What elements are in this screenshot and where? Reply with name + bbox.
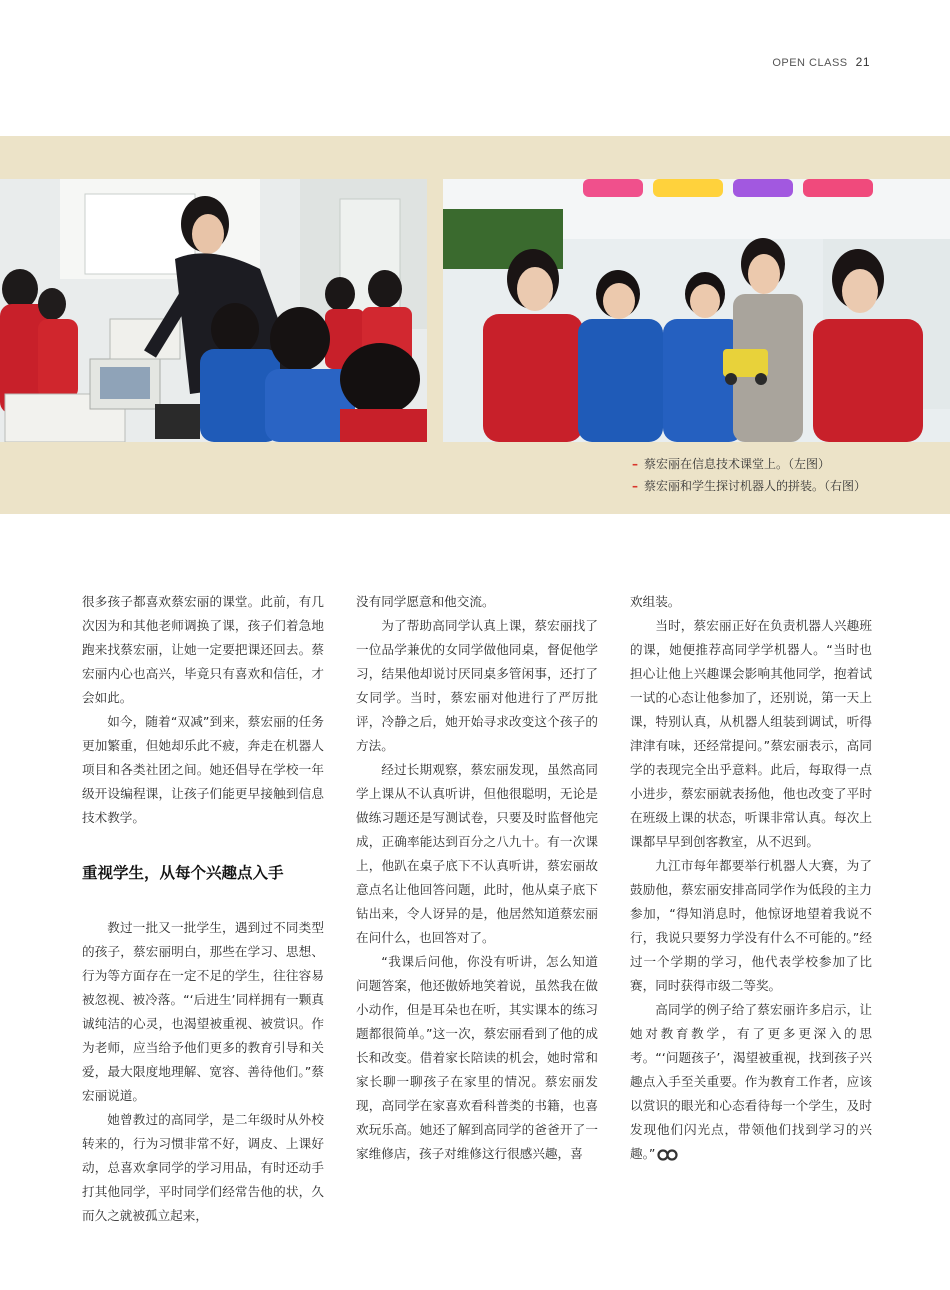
paragraph: 她曾教过的高同学，是二年级时从外校转来的，行为习惯非常不好，调皮、上课好动，总喜欢拿同学的学习用品，有时还动手打其他同学，平时同学们经常告他的状，久而久之就被孤立起来， <box>82 1112 324 1223</box>
caption-left-photo <box>632 453 866 475</box>
caption-right-photo <box>632 475 866 497</box>
article-column-1 <box>82 590 324 1228</box>
paragraph: 为了帮助高同学认真上课，蔡宏丽找了一位品学兼优的女同学做他同桌，督促他学习，结果他却说讨厌同桌多管闲事，还打了女同学。当时，蔡宏丽对他进行了严厉批评，冷静之后，她开始寻求改变这个孩子的方法。 <box>356 618 598 753</box>
classroom-photo-graphic <box>0 179 427 442</box>
caption-dash-icon: – <box>632 457 638 471</box>
classroom-photo <box>0 179 427 442</box>
paragraph: 教过一批又一批学生，遇到过不同类型的孩子，蔡宏丽明白，那些在学习、思想、行为等方面存在一定不足的学生，往往容易被忽视、被冷落。“‘后进生’同样拥有一颗真诚纯洁的心灵，也渴望被重视、被赏识。作为老师，应当给予他们更多的教育引导和关爱，最大限度地理解、宽容、善待他们。”蔡宏丽说道。 <box>82 920 324 1103</box>
paragraph-final <box>630 998 872 1166</box>
robot-discussion-photo <box>443 179 950 442</box>
section-label: OPEN CLASS <box>772 57 848 69</box>
paragraph: 很多孩子都喜欢蔡宏丽的课堂。此前，有几次因为和其他老师调换了课，孩子们着急地跑来找蔡宏丽，让她一定要把课还回去。蔡宏丽内心也高兴，毕竟只有喜欢和信任，才会如此。 <box>82 594 324 705</box>
paragraph: “我课后问他，你没有听讲，怎么知道问题答案，他还傲娇地笑着说，虽然我在做小动作，但是耳朵也在听，其实课本的练习题都很简单。”这一次，蔡宏丽看到了他的成长和改变。借着家长陪读的机会，她时常和家长聊一聊孩子在家里的情况。蔡宏丽发现，高同学在家喜欢看科普类的书籍，也喜欢玩乐高。她还了解到高同学的爸爸开了一家维修店，孩子对维修这行很感兴趣，喜 <box>356 954 598 1161</box>
paragraph-final-text: 高同学的例子给了蔡宏丽许多启示，让她对教育教学，有了更多更深入的思考。“‘问题孩子’，渴望被重视，找到孩子兴趣点入手至关重要。作为教育工作者，应该以赏识的眼光和心态看待每一个学生，及时发现他们闪光点，带领他们找到学习的兴趣。” <box>630 1002 872 1161</box>
end-mark-icon <box>657 1149 679 1161</box>
section-heading: 重视学生，从每个兴趣点入手 <box>82 864 284 882</box>
caption-text: 蔡宏丽和学生探讨机器人的拼装。（右图） <box>644 479 867 493</box>
paragraph: 经过长期观察，蔡宏丽发现，虽然高同学上课从不认真听讲，但他很聪明，无论是做练习题还是写测试卷，只要及时监督他完成，正确率能达到百分之八九十。有一次课上，他趴在桌子底下不认真听讲，蔡宏丽故意点名让他回答问题，此时，他从桌子底下钻出来，令人讶异的是，他居然知道蔡宏丽在问什么，也回答对了。 <box>356 762 598 945</box>
article-column-3 <box>630 590 872 1166</box>
article-column-2 <box>356 590 598 1166</box>
page-header <box>772 55 870 69</box>
robot-photo-graphic <box>443 179 950 442</box>
paragraph: 没有同学愿意和他交流。 <box>356 594 495 609</box>
caption-text: 蔡宏丽在信息技术课堂上。（左图） <box>644 457 831 471</box>
paragraph: 当时，蔡宏丽正好在负责机器人兴趣班的课，她便推荐高同学学机器人。“当时也担心让他上兴趣课会影响其他同学，抱着试一试的心态让他参加了，还别说，第一天上课，特别认真，从机器人组装到调试，听得津津有味，还经常提问。”蔡宏丽表示，高同学的表现完全出乎意料。此后，每取得一点小进步，蔡宏丽就表扬他，他也改变了平时在班级上课的状态，听课非常认真。每次上课都早早到创客教室，从不迟到。 <box>630 618 872 849</box>
caption-dash-icon: – <box>632 479 638 493</box>
photo-captions <box>632 453 866 497</box>
page-number: 21 <box>855 55 870 69</box>
paragraph: 欢组装。 <box>630 594 681 609</box>
paragraph: 九江市每年都要举行机器人大赛，为了鼓励他，蔡宏丽安排高同学作为低段的主力参加，“得知消息时，他惊讶地望着我说不行，我说只要努力学没有什么不可能的。”经过一个学期的学习，他代表学校参加了比赛，同时获得市级二等奖。 <box>630 858 872 993</box>
paragraph: 如今，随着“双减”到来，蔡宏丽的任务更加繁重，但她却乐此不疲，奔走在机器人项目和各类社团之间。她还倡导在学校一年级开设编程课，让孩子们能更早接触到信息技术教学。 <box>82 714 324 825</box>
